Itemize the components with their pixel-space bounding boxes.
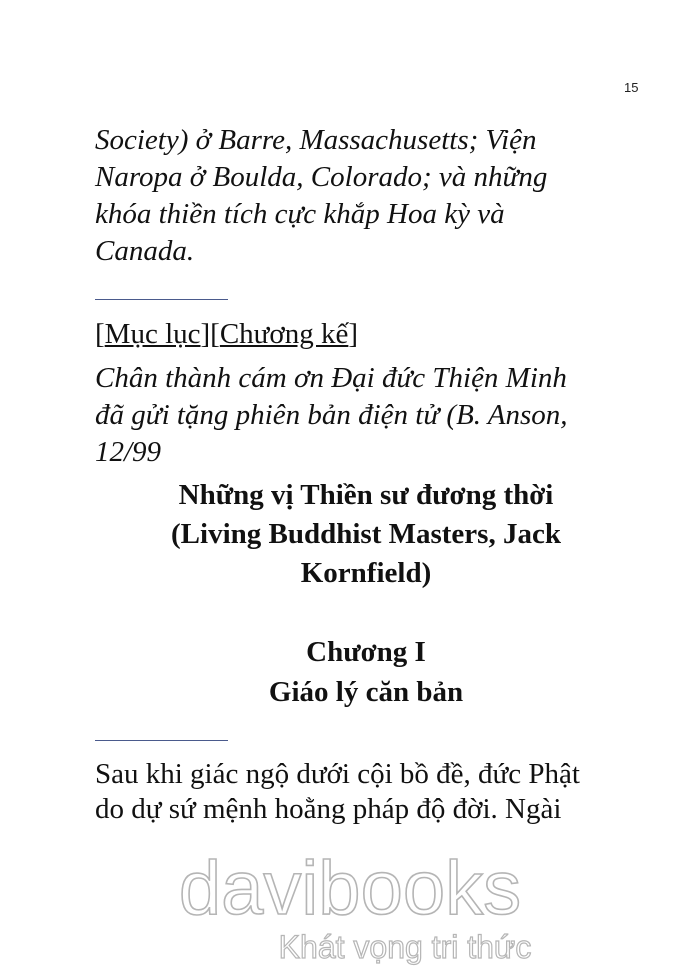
- book-title-line: (Living Buddhist Masters, Jack: [171, 518, 561, 550]
- credit-line: 12/99: [95, 436, 162, 468]
- chapter-heading: [95, 632, 637, 712]
- page-number: 15: [624, 80, 639, 95]
- bracket: ]: [348, 318, 359, 350]
- watermark-logo: [0, 846, 700, 974]
- continued-paragraph: [95, 122, 637, 270]
- credit-line: Chân thành cám ơn Đại đức Thiện Minh: [95, 362, 567, 394]
- paragraph-line: khóa thiền tích cực khắp Hoa kỳ và: [95, 198, 505, 230]
- section-divider: [95, 740, 228, 741]
- paragraph-line: Society) ở Barre, Massachusetts; Viện: [95, 124, 537, 156]
- book-title-line: Kornfield): [300, 557, 432, 589]
- table-of-contents-link[interactable]: Mục lục: [104, 318, 201, 350]
- watermark-tagline: Khát vọng tri thức: [278, 929, 532, 965]
- bracket: ][: [200, 318, 220, 350]
- chapter-title: Giáo lý căn bản: [268, 676, 464, 708]
- credit-line: đã gửi tặng phiên bản điện tử (B. Anson,: [95, 399, 568, 431]
- section-divider: [95, 299, 228, 300]
- watermark-brand: davibooks: [178, 846, 522, 931]
- credit-note: [95, 360, 637, 471]
- paragraph-line: Canada.: [95, 235, 195, 267]
- bracket: [: [95, 318, 105, 350]
- chapter-navigation: [95, 316, 358, 352]
- body-line: Sau khi giác ngộ dưới cội bồ đề, đức Phật: [95, 758, 580, 790]
- body-line: do dự sứ mệnh hoằng pháp độ đời. Ngài: [95, 793, 562, 825]
- paragraph-line: Naropa ở Boulda, Colorado; và những: [95, 161, 548, 193]
- body-paragraph: [95, 757, 637, 827]
- chapter-number: Chương I: [306, 636, 426, 668]
- book-title: [95, 476, 637, 593]
- next-chapter-link[interactable]: Chương kế: [219, 318, 349, 350]
- book-title-line: Những vị Thiền sư đương thời: [178, 479, 554, 511]
